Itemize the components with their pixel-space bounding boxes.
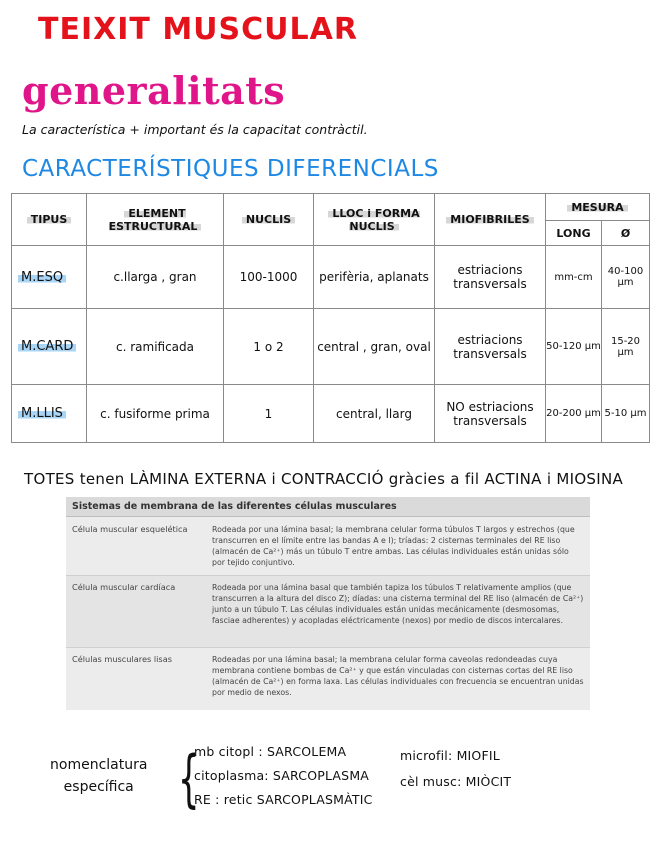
- cell-description: Rodeadas por una lámina basal; la membrana celular forma caveolas redondeadas cuya membrana contiene bombas de Ca²⁺ y que están vinculadas con cisternas cortas del RE liso (almacén de Ca²⁺) en forma laxa. Las células individuales con frecuencia se encuentran unidas por medio de nexos.: [212, 655, 584, 697]
- cell-miofibriles: estriacions transversals: [435, 246, 546, 309]
- cell-type-name: Célula muscular esquelética: [72, 524, 188, 534]
- cell-element: c. fusiforme prima: [87, 385, 224, 443]
- common-features-note: TOTES tenen LÀMINA EXTERNA i CONTRACCIÓ gràcies a fil ACTINA i MIOSINA: [24, 470, 624, 488]
- cell-nuclis: 100-1000: [224, 246, 314, 309]
- header-lloc: LLOC i FORMA NUCLIS: [314, 194, 435, 246]
- cell-type-name: Células musculares lisas: [72, 654, 172, 664]
- section-heading: CARACTERÍSTIQUES DIFERENCIALS: [22, 156, 439, 182]
- nomenclature-item: citoplasma: SARCOPLASMA: [194, 768, 370, 783]
- membrane-table-title: Sistemas de membrana de las diferentes células musculares: [66, 497, 590, 517]
- cell-element: c.llarga , gran: [87, 246, 224, 309]
- intro-text: La característica + important és la capacitat contràctil.: [22, 122, 368, 137]
- cell-tipus: M.LLIS: [12, 385, 87, 443]
- table-row: [66, 518, 590, 576]
- header-element: ELEMENT ESTRUCTURAL: [87, 194, 224, 246]
- header-tipus: TIPUS: [12, 194, 87, 246]
- table-row: [12, 309, 650, 385]
- characteristics-table: [11, 193, 650, 443]
- cell-long: 50-120 µm: [546, 309, 602, 385]
- cell-lloc: perifèria, aplanats: [314, 246, 435, 309]
- cell-miofibriles: NO estriacions transversals: [435, 385, 546, 443]
- cell-lloc: central, llarg: [314, 385, 435, 443]
- header-nuclis: NUCLIS: [224, 194, 314, 246]
- cell-nuclis: 1: [224, 385, 314, 443]
- section-subtitle: generalitats: [22, 68, 286, 113]
- cell-lloc: central , gran, oval: [314, 309, 435, 385]
- cell-diam: 5-10 µm: [602, 385, 650, 443]
- cell-element: c. ramificada: [87, 309, 224, 385]
- cell-tipus: M.CARD: [12, 309, 87, 385]
- nomenclature-label: nomenclatura específica: [50, 757, 148, 795]
- table-row: [66, 576, 590, 648]
- page-title: TEIXIT MUSCULAR: [38, 12, 358, 47]
- cell-long: mm-cm: [546, 246, 602, 309]
- table-row: [12, 385, 650, 443]
- cell-miofibriles: estriacions transversals: [435, 309, 546, 385]
- brace-icon: {: [177, 742, 200, 815]
- nomenclature-item: cèl musc: MIÒCIT: [400, 774, 512, 789]
- table-row: [12, 246, 650, 309]
- cell-tipus: M.ESQ: [12, 246, 87, 309]
- header-diam: Ø: [602, 221, 650, 246]
- header-mesura: MESURA: [546, 194, 650, 221]
- cell-long: 20-200 µm: [546, 385, 602, 443]
- table-row: [66, 648, 590, 710]
- header-miofibriles: MIOFIBRILES: [435, 194, 546, 246]
- cell-type-name: Célula muscular cardíaca: [72, 582, 176, 592]
- cell-diam: 40-100 µm: [602, 246, 650, 309]
- nomenclature-item: RE : retic SARCOPLASMÀTIC: [194, 792, 373, 807]
- nomenclature-item: mb citopl : SARCOLEMA: [194, 744, 347, 759]
- header-long: LONG: [546, 221, 602, 246]
- membrane-systems-table: [66, 497, 590, 710]
- cell-description: Rodeada por una lámina basal que también tapiza los túbulos T relativamente amplios (que transcurren a la altura del disco Z); díadas: una cisterna terminal del RE liso (almacén de Ca²⁺) junto a un túbulo T. Las células individuales están unidas mecánicamente (desmosomas, fasciae adherentes) y acopladas eléctricamente (nexos) por medio de discos intercalares.: [212, 583, 584, 625]
- nomenclature-item: microfil: MIOFIL: [400, 748, 500, 763]
- cell-description: Rodeada por una lámina basal; la membrana celular forma túbulos T largos y estrechos (que transcurren en el límite entre las bandas A e I); tríadas: 2 cisternas terminales del RE liso (almacén de Ca²⁺) más un túbulo T entre ambas. Las células individuales están unidas sólo por tejido conjuntivo.: [212, 525, 575, 567]
- cell-diam: 15-20 µm: [602, 309, 650, 385]
- cell-nuclis: 1 o 2: [224, 309, 314, 385]
